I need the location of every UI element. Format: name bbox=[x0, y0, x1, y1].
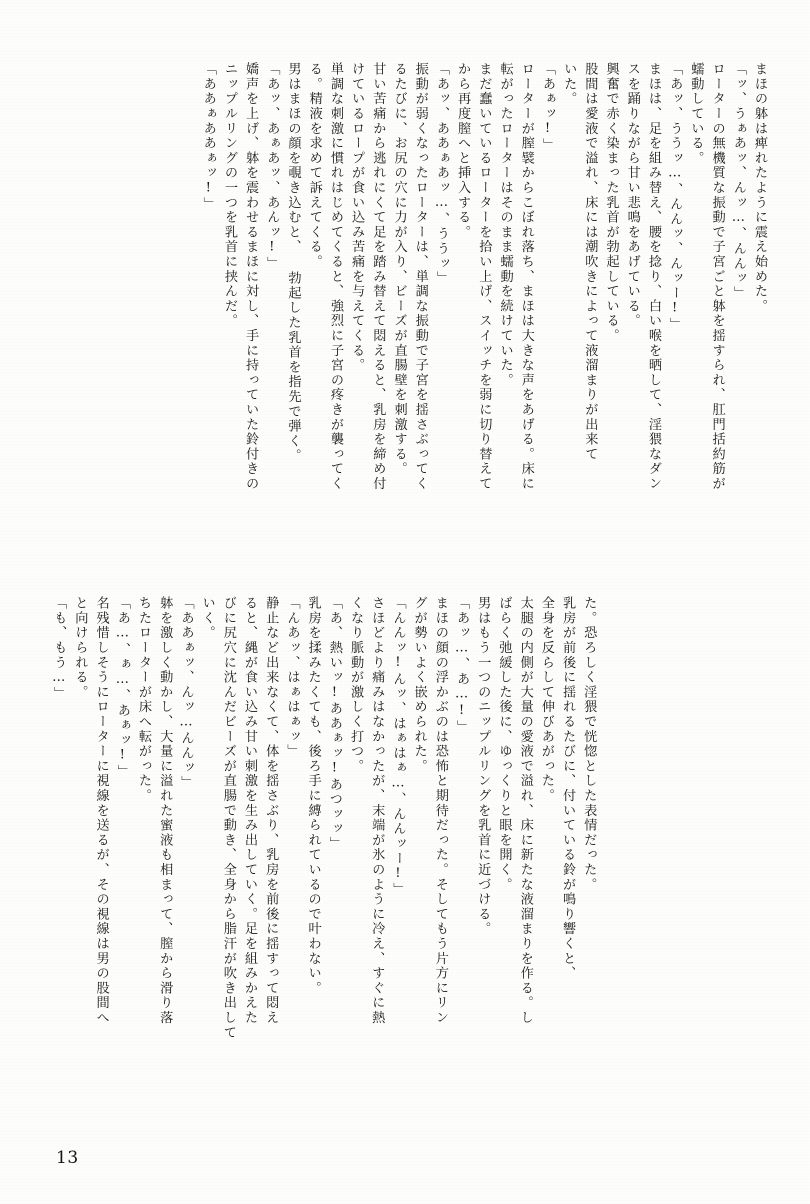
text-column: 「あ…、ぁ…、あぁッ!」 bbox=[114, 596, 130, 779]
text-column: 転がったローターはそのまま蠕動を続けていた。 bbox=[497, 62, 513, 388]
text-column: びに尻穴に沈んだビーズが直腸で動き、全身から脂汗が吹き出して bbox=[220, 596, 236, 1040]
text-column: 振動が弱くなったローターは、単調な振動で子宮を揺さぶってく bbox=[412, 62, 428, 492]
text-column: 名残惜しそうにローターに視線を送るが、その視線は男の股間へ bbox=[93, 596, 109, 1026]
text-column: 静止など出来なくて、体を揺さぶり、乳房を前後に揺すって悶え bbox=[263, 596, 279, 1026]
text-block-right bbox=[194, 62, 766, 562]
text-column: ると、縄が食い込み甘い刺激を生み出していく。足を組みかえた bbox=[242, 596, 258, 1026]
text-column: 男はもう一つのニップルリングを乳首に近づける。 bbox=[475, 596, 491, 937]
text-column: 嬌声を上げ、躰を震わせるまほに対し、手に持っていた鈴付きの bbox=[243, 62, 259, 492]
text-column: と向けられる。 bbox=[72, 596, 88, 700]
text-column: まだ蠢いているローターを拾い上げ、スイッチを弱に切り替えて bbox=[476, 62, 492, 492]
text-column: 乳房を揉みたくても、後ろ手に縛られているので叶わない。 bbox=[305, 596, 321, 996]
text-column: 男はまほの顔を覗き込むと、 勃起した乳首を指先で弾く。 bbox=[285, 62, 301, 464]
text-column: る。精液を求めて訴えてくる。 bbox=[306, 62, 322, 270]
text-column: るたびに、お尻の穴に力が入り、ビーズが直腸壁を刺激する。 bbox=[391, 62, 407, 477]
text-column: ローターが膣襞からこぼれ落ち、まほは大きな声をあげる。床に bbox=[518, 62, 534, 492]
text-column: 股間は愛液で溢れ、床には潮吹きによって液溜まりが出来て bbox=[582, 62, 598, 462]
text-column: スを踊りながら甘い悲鳴をあげている。 bbox=[624, 62, 640, 329]
text-column: た。恐ろしく淫猥で恍惚とした表情だった。 bbox=[581, 596, 597, 892]
text-column: 躰を激しく動かし、大量に溢れた蜜液も相まって、膣から滑り落 bbox=[157, 596, 173, 1026]
text-column: さほどより痛みはなかったが、末端が氷のように冷え、すぐに熱 bbox=[369, 596, 385, 1026]
text-column: 「あ、熱いッ!ああぁッ!あつッッ」 bbox=[326, 596, 342, 852]
text-column: 乳房が前後に揺れるたびに、付いている鈴が鳴り響くと、 bbox=[560, 596, 576, 981]
text-column: 「んんッ!んッ、はぁはぁ…、んんッー!」 bbox=[390, 596, 406, 898]
text-column: まほは、足を組み替え、腰を捻り、白い喉を晒して、淫猥なダン bbox=[645, 62, 661, 492]
text-column: 「あッ、ああぁあッ…、ううッ」 bbox=[433, 62, 449, 286]
text-column: 「あッ…、あ…!」 bbox=[454, 596, 470, 735]
text-column: いた。 bbox=[561, 62, 577, 107]
text-column: ニップルリングの一つを乳首に挟んだ。 bbox=[221, 62, 237, 329]
page-number: 13 bbox=[56, 1148, 79, 1168]
text-column: 「も、もう…」 bbox=[51, 596, 67, 702]
text-column: から再度膣へと挿入する。 bbox=[455, 62, 471, 240]
text-column: 「あッ、ううッ…、んんッ、んッー!」 bbox=[667, 62, 683, 332]
text-block-left bbox=[44, 596, 595, 1156]
text-column: 興奮で赤く染まった乳首が勃起している。 bbox=[603, 62, 619, 344]
text-column: まほの顔の浮かぶのは恐怖と期待だった。そしてもう片方にリン bbox=[432, 596, 448, 1026]
text-column: 「んあッ、はぁはぁッ」 bbox=[284, 596, 300, 759]
text-column: 「あッ、あぁあッ、あんッ!」 bbox=[264, 62, 280, 271]
text-column: 太腿の内側が大量の愛液で溢れ、床に新たな液溜まりを作る。し bbox=[517, 596, 533, 1026]
text-column: ちたローターが床へ転がった。 bbox=[136, 596, 152, 804]
text-column: 「ああぁああぁッ!」 bbox=[200, 62, 216, 212]
text-column: グが勢いよく嵌められた。 bbox=[411, 596, 427, 774]
text-column: けているロープが食い込み苦痛を与えてくる。 bbox=[349, 62, 365, 373]
text-column: 全身を反らして伸びあがった。 bbox=[538, 596, 554, 804]
text-column: いく。 bbox=[199, 596, 215, 641]
text-column: 甘い苦痛から逃れにくて足を踏み替えて悶えると、乳房を締め付 bbox=[370, 62, 386, 492]
text-column: くなり脈動が激しく打つ。 bbox=[348, 596, 364, 774]
text-column: 「ッ、うぁあッ、んッ…、んんッ」 bbox=[730, 62, 746, 301]
text-column: ローターの無機質な振動で子宮ごと躰を揺すられ、肛門括約筋が bbox=[709, 62, 725, 492]
text-column: ばらく弛緩した後に、ゆっくりと眼を開く。 bbox=[496, 596, 512, 892]
text-column: まほの躰は痺れたように震え始めた。 bbox=[752, 62, 767, 314]
text-column: 単調な刺激に慣れはじめてくると、強烈に子宮の疼きが襲ってく bbox=[327, 62, 343, 492]
text-column: 蠕動している。 bbox=[688, 62, 704, 166]
text-column: 「あぁッ!」 bbox=[539, 62, 555, 153]
text-column: 「ああぁッ、んッ…んんッ」 bbox=[178, 596, 194, 791]
